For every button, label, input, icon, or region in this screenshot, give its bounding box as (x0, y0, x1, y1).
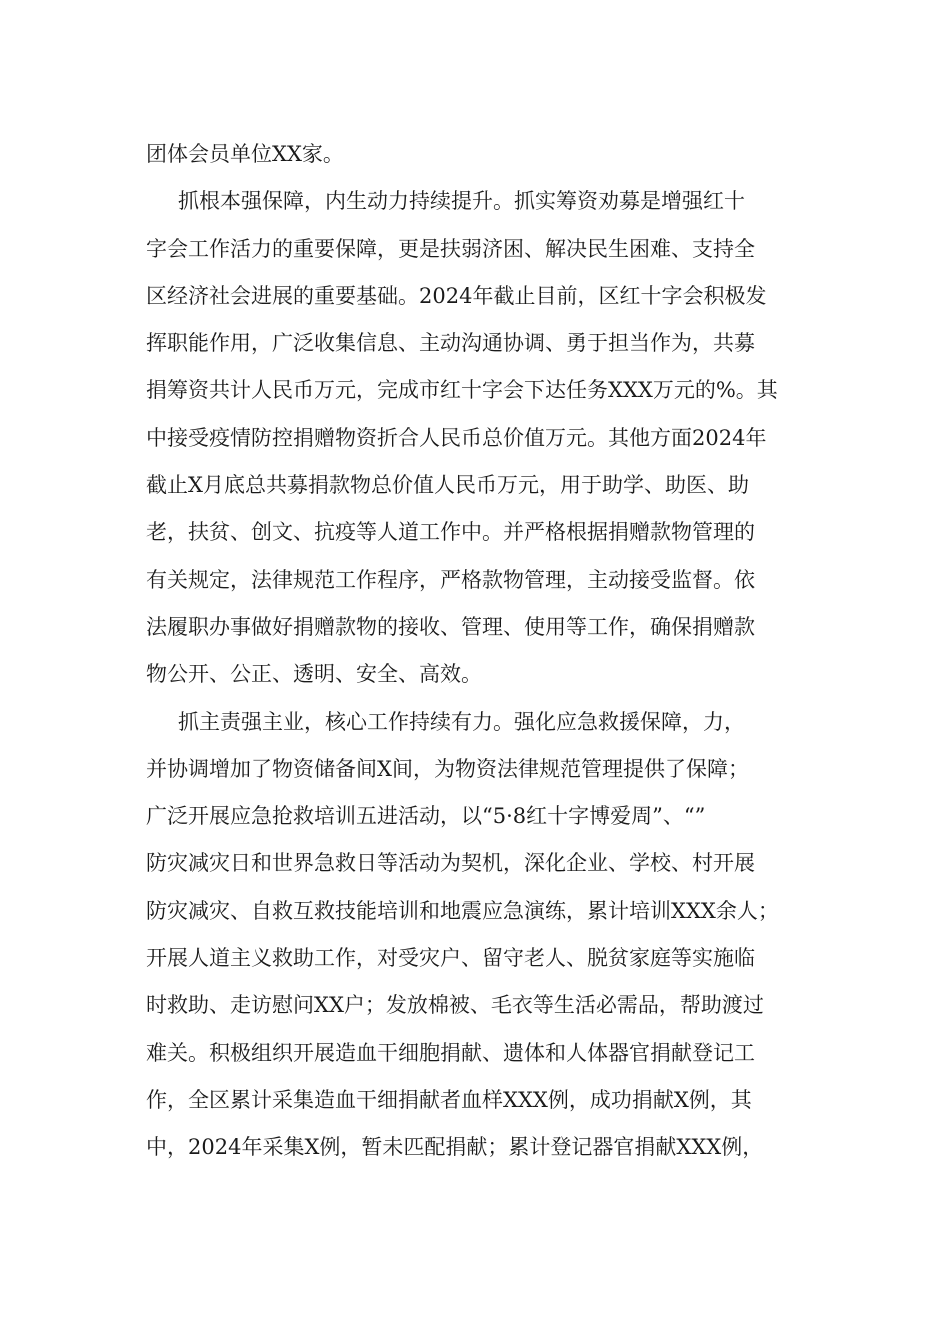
text-line: 团体会员单位XX家。 (146, 142, 344, 166)
text-line: 中，2024年采集X例，暂未匹配捐献；累计登记器官捐献XXX例， (146, 1135, 764, 1160)
text-line: 难关。积极组织开展造血干细胞捐献、遗体和人体器官捐献登记工 (146, 1040, 755, 1065)
text-line: 截止X月底总共募捐款物总价值人民币万元，用于助学、助医、助 (146, 473, 749, 498)
text-line: 捐筹资共计人民币万元，完成市红十字会下达任务XXX万元的%。其 (146, 378, 778, 403)
text-line: 并协调增加了物资储备间X间，为物资法律规范管理提供了保障； (146, 756, 749, 781)
text-line: 法履职办事做好捐赠款物的接收、管理、使用等工作，确保捐赠款 (146, 614, 755, 639)
text-line: 开展人道主义救助工作，对受灾户、留守老人、脱贫家庭等实施临 (146, 946, 755, 971)
paragraph-start-line: 抓根本强保障，内生动力持续提升。抓实筹资劝募是增强红十 (178, 189, 745, 214)
text-line: 字会工作活力的重要保障，更是扶弱济困、解决民生困难、支持全 (146, 236, 755, 261)
text-line: 中接受疫情防控捐赠物资折合人民币总价值万元。其他方面2024年 (146, 425, 767, 450)
text-line: 有关规定，法律规范工作程序，严格款物管理，主动接受监督。依 (146, 567, 755, 592)
paragraph-start-line: 抓主责强主业，核心工作持续有力。强化应急救援保障，力， (178, 709, 745, 734)
text-line: 作，全区累计采集造血干细捐献者血样XXX例，成功捐献X例，其 (146, 1087, 752, 1112)
text-line: 时救助、走访慰问XX户；发放棉被、毛衣等生活必需品，帮助渡过 (146, 993, 764, 1018)
body-text (146, 131, 826, 1172)
text-line: 广泛开展应急抢救培训五进活动，以“5·8红十字博爱周”、“” (146, 804, 706, 829)
text-line: 防灾减灾、自救互救技能培训和地震应急演练，累计培训XXX余人； (146, 898, 779, 923)
text-line: 防灾减灾日和世界急救日等活动为契机，深化企业、学校、村开展 (146, 851, 755, 876)
text-line: 物公开、公正、透明、安全、高效。 (146, 662, 482, 687)
text-line: 区经济社会进展的重要基础。2024年截止目前，区红十字会积极发 (146, 283, 767, 308)
text-line: 老，扶贫、创文、抗疫等人道工作中。并严格根据捐赠款物管理的 (146, 520, 755, 545)
text-line: 挥职能作用，广泛收集信息、主动沟通协调、勇于担当作为，共募 (146, 331, 755, 356)
